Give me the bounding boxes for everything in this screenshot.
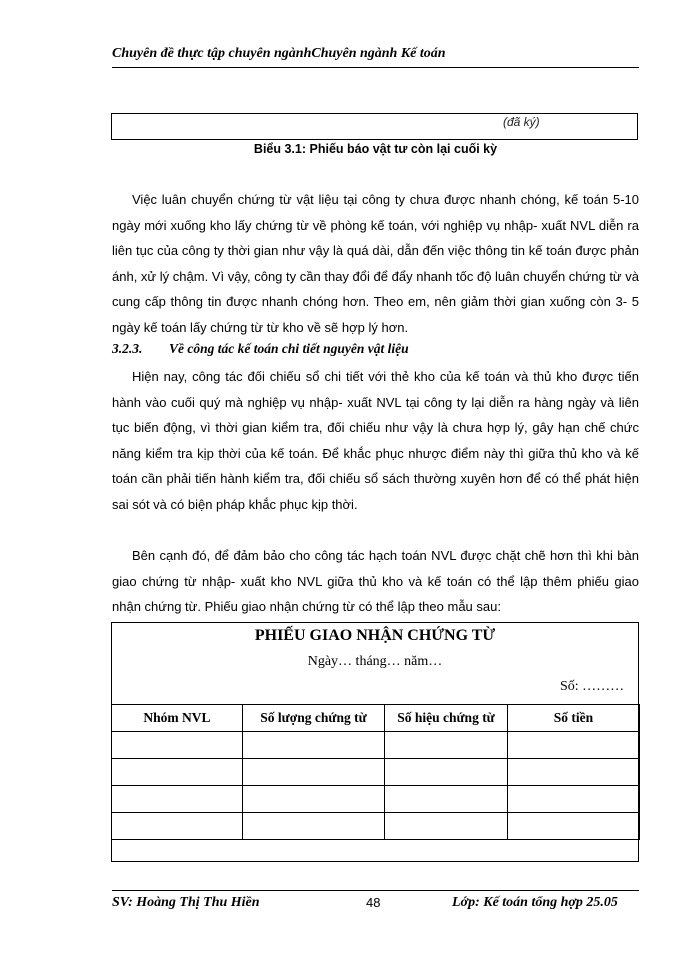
column-header: Số lượng chứng từ bbox=[243, 705, 385, 732]
header-rule bbox=[112, 67, 639, 68]
table-cell bbox=[385, 759, 508, 786]
section-heading bbox=[112, 341, 409, 357]
paragraph-handover-slip: Bên cạnh đó, để đảm bảo cho công tác hạch toán NVL được chặt chẽ hơn thì khi bàn giao chứng từ nhập- xuất kho NVL giữa thủ kho và kế toán có thể lập thêm phiếu giao nhận chứng từ. Phiếu giao nhận chứng từ có thể lập theo mẫu sau: bbox=[112, 548, 639, 614]
table-cell bbox=[508, 759, 640, 786]
table-row bbox=[112, 813, 640, 840]
paragraph-document-flow: Việc luân chuyển chứng từ vật liệu tại công ty chưa được nhanh chóng, kế toán 5-10 ngày mới xuống kho lấy chứng từ về phòng kế toán, với nghiệp vụ nhập- xuất NVL diễn ra liên tục của công ty thời gian như vậy là quá dài, dẫn đến việc thông tin kế toán được phản ánh, xử lý chậm. Vì vậy, công ty cần thay đổi để đẩy nhanh tốc độ luân chuyển chứng từ và cung cấp thông tin được nhanh chóng hơn. Theo em, nên giảm thời gian xuống còn 3- 5 ngày kế toán lấy chứng từ từ kho về sẽ hợp lý hơn. bbox=[112, 192, 639, 335]
figure-caption: Biểu 3.1: Phiếu báo vật tư còn lại cuối kỳ bbox=[253, 142, 498, 156]
table-cell bbox=[385, 732, 508, 759]
form-date-line: Ngày… tháng… năm… bbox=[307, 654, 443, 669]
table-cell bbox=[508, 813, 640, 840]
column-header: Số tiền bbox=[508, 705, 640, 732]
section-title: Về công tác kế toán chi tiết nguyên vật liệu bbox=[169, 341, 409, 356]
signed-label: (đã ký) bbox=[503, 115, 540, 129]
footer-rule bbox=[112, 890, 639, 891]
table-cell bbox=[243, 786, 385, 813]
table-row bbox=[112, 732, 640, 759]
table-cell bbox=[508, 786, 640, 813]
paragraph-reconciliation: Hiện nay, công tác đối chiếu sổ chi tiết với thẻ kho của kế toán và thủ kho được tiến hành vào cuối quý mà nghiệp vụ nhập- xuất NVL tại công ty lại diễn ra hàng ngày và liên tục biến động, vì thời gian kiểm tra, đối chiếu như vậy là chưa hợp lý, gây hạn chế chức năng kiểm tra kịp thời của kế toán. Để khắc phục nhược điểm này thì giữa thủ kho và kế toán cần phải tiến hành kiểm tra, đối chiếu sổ sách thường xuyên hơn để có thể phát hiện sai sót và có biện pháp khắc phục kịp thời. bbox=[112, 369, 639, 512]
footer-class: Lớp: Kế toán tổng hợp 25.05 bbox=[452, 895, 618, 910]
footer-student: SV: Hoàng Thị Thu Hiền bbox=[112, 895, 260, 910]
table-cell bbox=[243, 759, 385, 786]
table-row bbox=[112, 786, 640, 813]
form-title: PHIẾU GIAO NHẬN CHỨNG TỪ bbox=[254, 627, 496, 644]
form-number-line: Số: ……… bbox=[560, 679, 625, 694]
table-cell bbox=[112, 732, 243, 759]
page-number: 48 bbox=[366, 895, 381, 910]
running-header: Chuyên đề thực tập chuyên ngànhChuyên ngành Kế toán bbox=[112, 46, 446, 61]
section-number: 3.2.3. bbox=[112, 341, 143, 356]
table-cell bbox=[385, 813, 508, 840]
column-header: Nhóm NVL bbox=[112, 705, 243, 732]
table-header-row bbox=[112, 705, 640, 732]
table-cell bbox=[243, 732, 385, 759]
table-cell bbox=[385, 786, 508, 813]
table-cell bbox=[112, 786, 243, 813]
column-header: Số hiệu chứng từ bbox=[385, 705, 508, 732]
table-cell bbox=[112, 759, 243, 786]
table-cell bbox=[243, 813, 385, 840]
signature-box bbox=[111, 113, 638, 140]
handover-form-table bbox=[111, 704, 640, 840]
table-cell bbox=[112, 813, 243, 840]
table-row bbox=[112, 759, 640, 786]
table-cell bbox=[508, 732, 640, 759]
